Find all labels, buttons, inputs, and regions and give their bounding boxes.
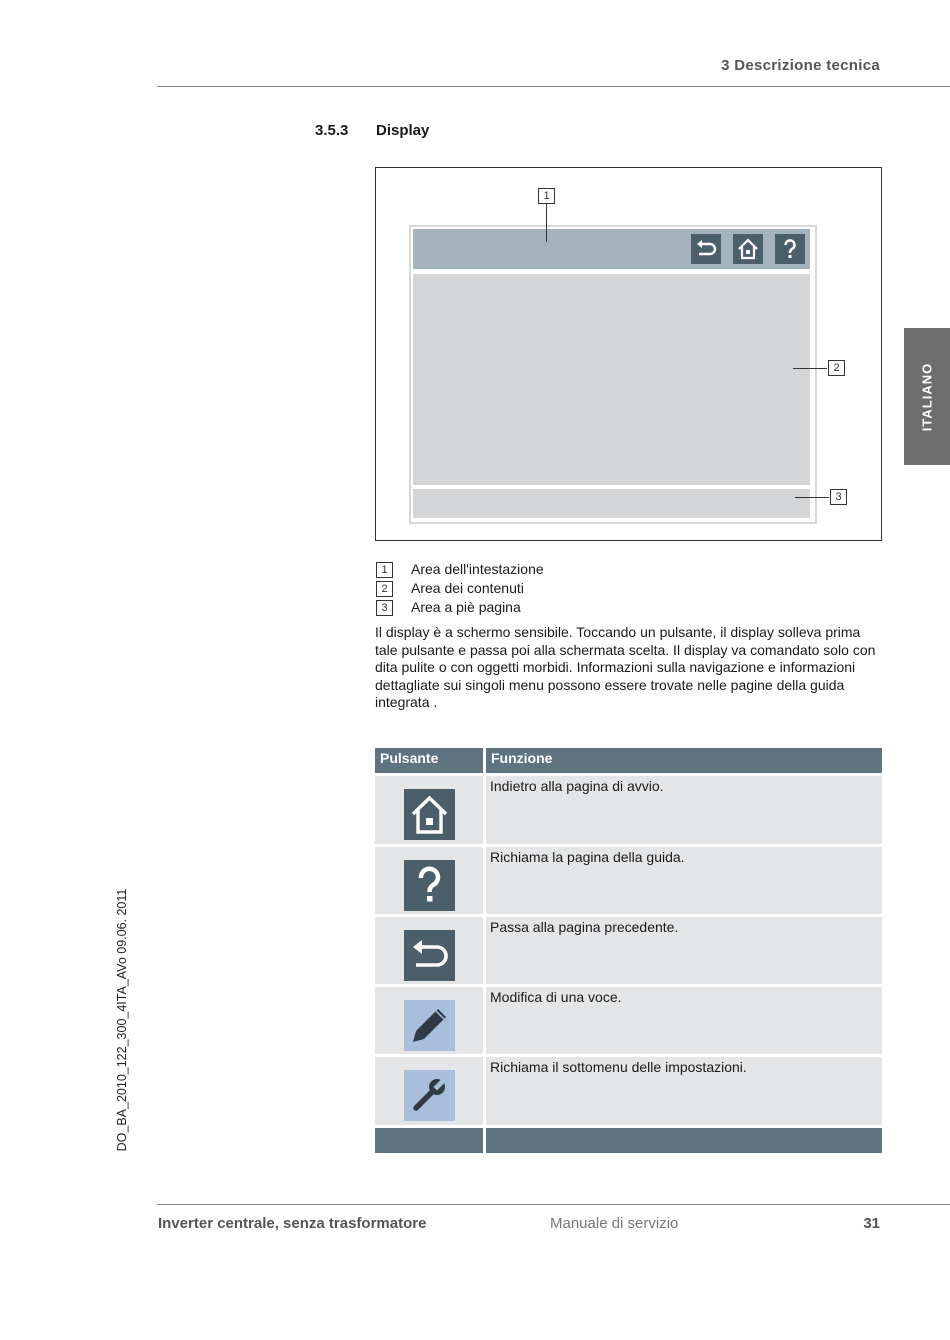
legend-text: Area dell'intestazione [411,561,544,577]
table-header-label: Funzione [491,750,553,766]
callout-1: 1 [538,188,555,204]
table-row-function-cell [486,917,882,984]
legend-text: Area a piè pagina [411,599,521,615]
footer-divider [157,1204,950,1205]
table-row-icon-cell [375,847,483,914]
description-paragraph: Il display è a schermo sensibile. Toccando un pulsante, il display solleva prima tale pulsante e passa poi alla schermata scelta. Il display va comandato solo con dita pulite o con oggetti morbidi. Informazioni sulla navigazione e informazioni dettagliate sui singoli menu possono essere trovate nelle pagine della guida integrata . [375,624,876,711]
function-text: Richiama il sottomenu delle impostazioni. [490,1059,747,1075]
screen-help-button [775,234,805,264]
page-number: 31 [863,1215,880,1232]
footer-document-type: Manuale di servizio [550,1215,679,1232]
function-text: Passa alla pagina precedente. [490,919,679,935]
callout-1-leader [546,202,547,242]
screen-footer-area [413,489,810,518]
callout-3-leader [795,497,829,498]
legend-text: Area dei contenuti [411,580,524,596]
legend-number: 3 [376,600,393,616]
table-header-button [375,748,483,773]
table-row-function-cell [486,1057,882,1125]
legend-number: 2 [376,581,393,597]
pencil-icon [404,1000,455,1051]
function-text: Modifica di una voce. [490,989,622,1005]
function-text: Richiama la pagina della guida. [490,849,685,865]
table-row-function-cell [486,847,882,914]
section-title: Display [376,122,430,139]
table-row-icon-cell [375,987,483,1054]
help-icon [775,234,805,264]
screen-home-button [733,234,763,264]
callout-2-leader [793,368,827,369]
table-row-function-cell [486,776,882,844]
home-icon [733,234,763,264]
language-side-tab [904,328,950,465]
table-row-function-cell [486,987,882,1054]
section-number: 3.5.3 [315,122,349,139]
legend-number: 1 [376,562,393,578]
screen-content-area [413,274,810,485]
callout-2: 2 [828,360,845,376]
callout-3: 3 [830,489,847,505]
language-label: ITALIANO [919,362,935,431]
header-section-title: 3 Descrizione tecnica [721,57,880,74]
table-footer-left [375,1128,483,1153]
table-row-icon-cell [375,917,483,984]
back-arrow-icon [404,930,455,981]
home-icon [404,789,455,840]
table-row-icon-cell [375,776,483,844]
footer-document-title: Inverter centrale, senza trasformatore [158,1215,427,1232]
table-header-function [486,748,882,773]
header-divider [157,86,950,87]
table-row-icon-cell [375,1057,483,1125]
function-text: Indietro alla pagina di avvio. [490,778,664,794]
back-arrow-icon [691,234,721,264]
document-code: DO_BA_2010_122_300_4ITA_AVo 09.06. 2011 [115,888,129,1152]
table-header-label: Pulsante [380,750,439,766]
screen-back-button [691,234,721,264]
table-footer-right [486,1128,882,1153]
help-icon [404,860,455,911]
wrench-icon [404,1070,455,1121]
